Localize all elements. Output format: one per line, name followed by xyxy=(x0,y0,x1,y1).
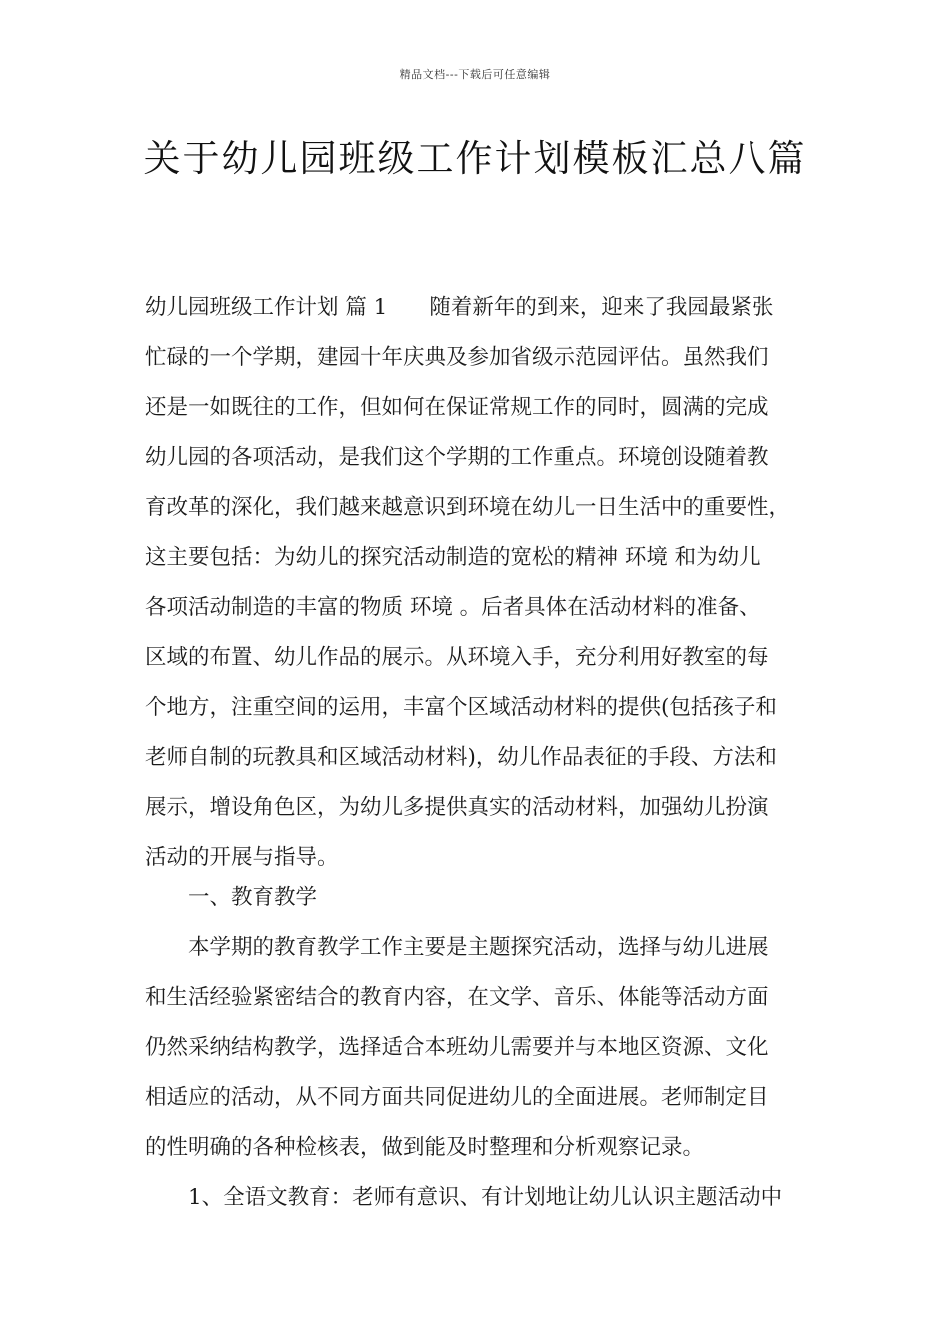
paragraph-line: 各项活动制造的丰富的物质 环境 。后者具体在活动材料的准备、 xyxy=(145,595,761,620)
document-title: 关于幼儿园班级工作计划模板汇总八篇 xyxy=(143,137,807,180)
paragraph-line: 相适应的活动，从不同方面共同促进幼儿的全面进展。老师制定目 xyxy=(145,1085,769,1110)
paragraph-line: 幼儿园的各项活动，是我们这个学期的工作重点。环境创设随着教 xyxy=(145,445,769,470)
section-heading xyxy=(145,873,815,923)
paragraph-line: 仍然采纳结构教学，选择适合本班幼儿需要并与本地区资源、文化 xyxy=(145,1035,769,1060)
section-heading-text: 一、教育教学 xyxy=(188,885,318,910)
paragraph-line xyxy=(145,283,815,333)
paragraph-line: 本学期的教育教学工作主要是主题探究活动，选择与幼儿进展 xyxy=(188,935,769,960)
intro-heading: 幼儿园班级工作计划 篇 1 xyxy=(145,295,388,320)
paragraph-line: 还是一如既往的工作，但如何在保证常规工作的同时，圆满的完成 xyxy=(145,395,769,420)
paragraph-3 xyxy=(145,1173,815,1223)
paragraph-line: 这主要包括：为幼儿的探究活动制造的宽松的精神 环境 和为幼儿 xyxy=(145,545,761,570)
header-note: 精品文档---下载后可任意编辑 xyxy=(399,68,551,81)
paragraph-2 xyxy=(145,923,815,1173)
paragraph-text: 随着新年的到来，迎来了我园最紧张 xyxy=(429,295,774,320)
paragraph-1 xyxy=(145,283,815,883)
paragraph-line: 展示，增设角色区，为幼儿多提供真实的活动材料，加强幼儿扮演 xyxy=(145,795,769,820)
paragraph-line: 老师自制的玩教具和区域活动材料)，幼儿作品表征的手段、方法和 xyxy=(145,745,777,770)
paragraph-line: 的性明确的各种检核表，做到能及时整理和分析观察记录。 xyxy=(145,1135,705,1160)
paragraph-line: 忙碌的一个学期，建园十年庆典及参加省级示范园评估。虽然我们 xyxy=(145,345,769,370)
paragraph-line: 育改革的深化，我们越来越意识到环境在幼儿一日生活中的重要性， xyxy=(145,495,791,520)
paragraph-line: 活动的开展与指导。 xyxy=(145,845,339,870)
paragraph-line: 个地方，注重空间的运用，丰富个区域活动材料的提供(包括孩子和 xyxy=(145,695,777,720)
paragraph-line: 和生活经验紧密结合的教育内容，在文学、音乐、体能等活动方面 xyxy=(145,985,769,1010)
paragraph-line: 1、全语文教育：老师有意识、有计划地让幼儿认识主题活动中 xyxy=(188,1185,783,1210)
paragraph-line: 区域的布置、幼儿作品的展示。从环境入手，充分利用好教室的每 xyxy=(145,645,769,670)
